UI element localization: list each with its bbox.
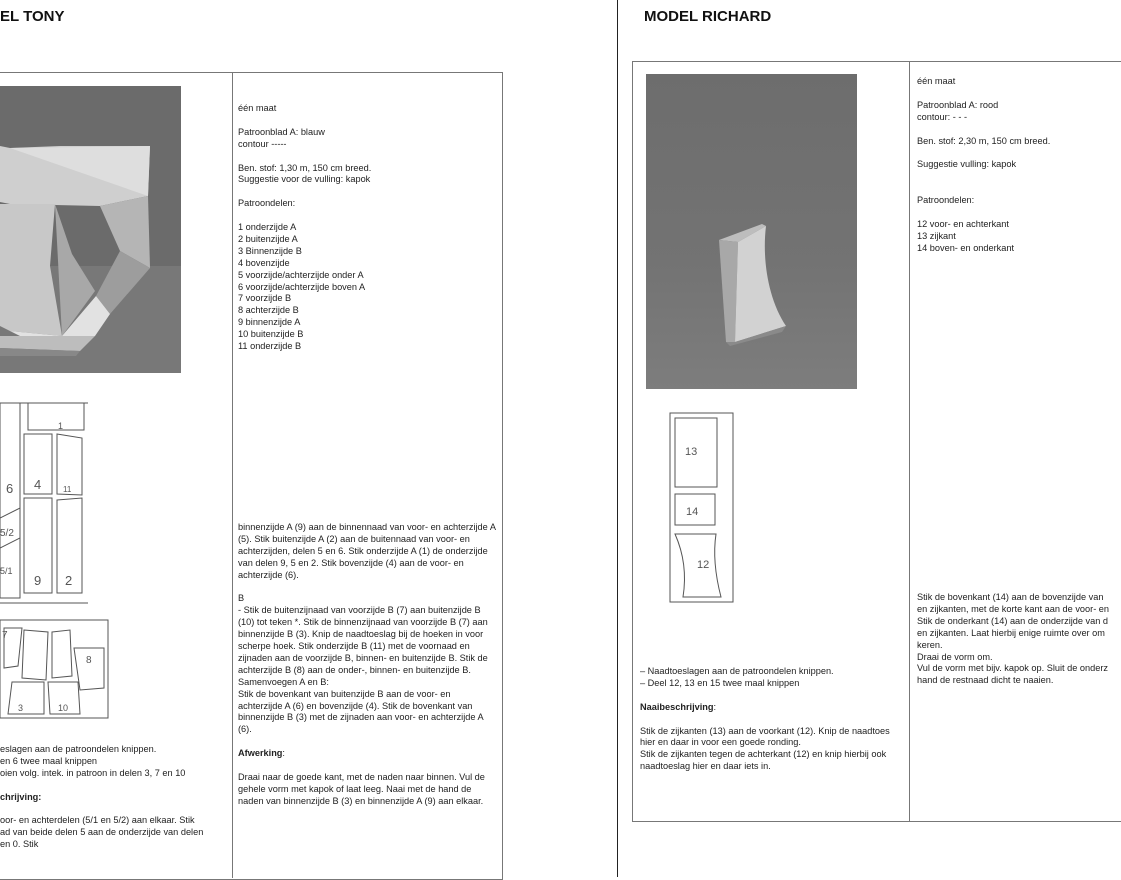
tony-part-item: 8 achterzijde B [238,305,299,316]
richard-sewing-line: naadtoeslag hier en daar iets in. [640,761,771,772]
richard-pattern-sketch [669,412,735,604]
richard-instruction-line: keren. [917,639,943,650]
richard-instruction-line: en zijkanten, met de korte kant aan de voor- en [917,603,1110,614]
tony-join-text: Stik de bovenkant van buitenzijde B aan de voor- en achterzijde A (6) en bovenzijde (4). Stik de bovenkant van binnenzijde B (3) met de zijnaden aan voor- en achterzijde A (6). [238,688,484,735]
tony-sewing-line: ad van beide delen 5 aan de onderzijde van delen [0,827,204,838]
tony-part-item: 3 Binnenzijde B [238,245,302,256]
sketch-label-8: 8 [86,655,92,666]
richard-description [917,76,1121,255]
tony-cut-note: en 6 twee maal knippen [0,755,98,766]
sketch-label-5-1: 5/1 [0,566,13,576]
left-column-divider [232,72,233,878]
tony-part-item: 10 buitenzijde B [238,329,304,340]
sketch-label-5-2: 5/2 [0,528,14,539]
sketch-label-1: 1 [58,421,64,431]
tony-cut-notes [0,744,231,851]
richard-pattern-sheet: Patroonblad A: rood [917,99,999,110]
sketch-label-12: 12 [697,559,710,571]
tony-contour: contour ----- [238,138,287,149]
sketch-label-6: 6 [6,481,14,496]
tony-sewing-line: en 0. Stik [0,839,39,850]
left-page-title: EL TONY [0,8,65,25]
tony-finish-heading: Afwerking [238,748,283,759]
sketch-label-7: 7 [2,630,8,641]
tony-finish-text: Draai naar de goede kant, met de naden naar binnen. Vul de gehele vorm met kapok of laat leeg. Naai met de hand de naden van binnenzijde B (3) en binnenzijde A (9) aan elkaar. [238,771,485,806]
tony-part-item: 7 voorzijde B [238,293,292,304]
tony-section-b: B [238,593,245,604]
tony-pattern-sketch-lower [0,618,112,723]
sketch-label-14: 14 [686,506,699,518]
richard-instruction-line: hand de restnaad dicht te naaien. [917,675,1054,686]
model-richard-photo [646,74,857,389]
richard-part-item: 13 zijkant [917,230,956,241]
richard-cut-notes: – Naadtoeslagen aan de patroondelen knippen. – Deel 12, 13 en 15 twee maal knippen Naaibeschrijving: Stik de zijkanten (13) aan de voorkant (12). Knip de naadtoes hier en daar in voor een goede ronding. Stik de zijkanten tegen de achterkant (12) en knip hierbij ook naadtoeslag hier en daar iets in. [640,666,908,773]
tony-cut-note: oien volg. intek. in patroon in delen 3, 7 en 10 [0,767,186,778]
tony-sewing-line: oor- en achterdelen (5/1 en 5/2) aan elkaar. Stik [0,815,195,826]
tony-sewing-heading: chrijving: [0,791,42,802]
richard-part-item: 12 voor- en achterkant [917,218,1009,229]
richard-sewing-line: hier en daar in voor een goede ronding. [640,737,801,748]
richard-cut-note: – Deel 12, 13 en 15 twee maal knippen [640,677,800,688]
richard-instruction-line: Stik de bovenkant (14) aan de bovenzijde van [917,592,1104,602]
page-divider [617,0,618,877]
tony-description [238,103,493,353]
richard-sewing-line: Stik de zijkanten (13) aan de voorkant (12). Knip de naadtoes [640,725,890,736]
tony-filling: Suggestie voor de vulling: kapok [238,174,371,185]
tony-part-item: 1 onderzijde A [238,222,297,232]
richard-instruction-line: Vul de vorm met bijv. kapok op. Sluit de onderz [917,663,1108,674]
tony-part-item: 2 buitenzijde A [238,233,298,244]
richard-instructions [917,592,1121,687]
richard-instruction-line: Stik de onderkant (14) aan de onderzijde van d [917,615,1109,626]
richard-sewing-line: Stik de zijkanten tegen de achterkant (12) en knip hierbij ook [640,749,887,760]
sketch-label-10: 10 [58,703,69,713]
model-tony-photo [0,86,181,373]
tony-instructions-b: - Stik de buitenzijnaad van voorzijde B (7) aan buitenzijde B (10) tot teken *. Stik de binnenzijnaad van voorzijde B (7) aan binnenzijde B (3). Knip de naadtoeslag bij de hoeken in voor scherpe hoek. Stik onderzijde B (11) met de voornaad en zijnaden aan de voorzijde B, binnen- en buitenzijde B. Stik de achterzijde B (8) aan de onder-, binnen- en buitenzijde B. [238,605,488,675]
richard-part-item: 14 boven- en onderkant [917,242,1015,253]
tony-part-item: 4 bovenzijde [238,257,290,268]
sketch-label-11: 11 [63,485,72,494]
sketch-label-9: 9 [34,573,42,588]
tony-fabric: Ben. stof: 1,30 m, 150 cm breed. [238,162,372,173]
richard-parts-heading: Patroondelen: [917,194,975,205]
richard-sewing-heading: Naaibeschrijving [640,701,714,712]
tony-size: één maat [238,103,277,113]
tony-instructions: binnenzijde A (9) aan de binnennaad van voor- en achterzijde A (5). Stik buitenzijde A (2) aan de buitennaad van voor- en achterzijden, delen 5 en 6. Stik onderzijde A (1) de onderzijde van delen 9, 5 en 2. Stik bovenzijde (4) aan de voor- en achterzijde (6). B - Stik de buitenzijnaad van voorzijde B (7) aan buitenzijde B (10) tot teken *. Stik de binnenzijnaad van voorzijde B (7) aan binnenzijde B (3). Knip de naadtoeslag bij de hoeken in voor scherpe hoek. Stik onderzijde B (11) met de voornaad en zijnaden aan de voorzijde B, binnen- en buitenzijde B. Stik de achterzijde B (8) aan de onder-, binnen- en buitenzijde B. Samenvoegen A en B: Stik de bovenkant van buitenzijde B aan de voor- en achterzijde A (6) en bovenzijde (4). Stik de bovenkant van binnenzijde B (3) met de zijnaden aan voor- en achterzijde A (6). Afwerking: Draai naar de goede kant, met de naden naar binnen. Vul de gehele vorm met kapok of laat leeg. Naai met de hand de naden van binnenzijde B (3) en binnenzijde A (9) aan elkaar. [238,522,496,806]
richard-instruction-line: Draai de vorm om. [917,651,993,662]
tony-part-item: 9 binnenzijde A [238,317,301,328]
sketch-label-3: 3 [18,703,24,713]
tony-part-item: 6 voorzijde/achterzijde boven A [238,281,366,292]
right-page-title: MODEL RICHARD [644,8,772,25]
tony-instructions-a: binnenzijde A (9) aan de binnennaad van voor- en achterzijde A (5). Stik buitenzijde A (2) aan de buitennaad van voor- en achterzijden, delen 5 en 6. Stik onderzijde A (1) de onderzijde van delen 9, 5 en 2. Stik bovenzijde (4) aan de voor- en achterzijde (6). [238,522,496,580]
tony-parts-heading: Patroondelen: [238,198,296,209]
tony-join-heading: Samenvoegen A en B: [238,676,329,687]
sketch-label-2: 2 [65,573,73,588]
richard-cut-note: – Naadtoeslagen aan de patroondelen knippen. [640,666,834,676]
richard-filling: Suggestie vulling: kapok [917,159,1017,170]
sketch-label-4: 4 [34,477,42,492]
tony-part-item: 5 voorzijde/achterzijde onder A [238,269,364,280]
tony-pattern-sketch-upper [0,398,90,608]
richard-size: één maat [917,76,956,86]
richard-fabric: Ben. stof: 2,30 m, 150 cm breed. [917,135,1051,146]
sketch-label-13: 13 [685,446,698,458]
richard-instruction-line: en zijkanten. Laat hierbij enige ruimte over om [917,627,1105,638]
tony-part-item: 11 onderzijde B [238,341,302,352]
tony-cut-note: eslagen aan de patroondelen knippen. [0,744,157,754]
tony-pattern-sheet: Patroonblad A: blauw [238,126,325,137]
richard-contour: contour: - - - [917,111,968,122]
right-column-divider [909,61,910,822]
